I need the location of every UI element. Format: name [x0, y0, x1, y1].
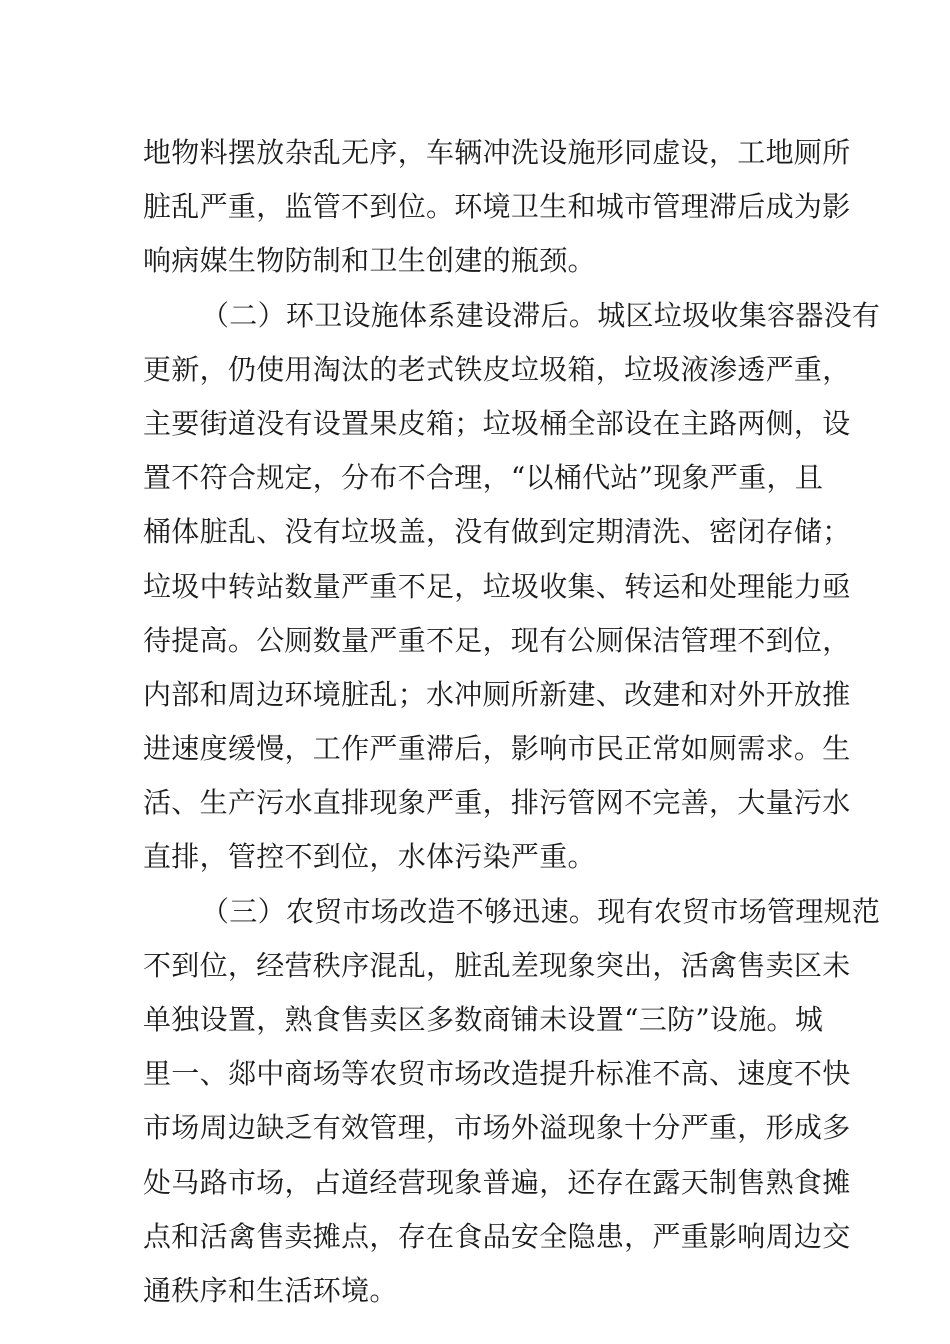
text-line: 进速度缓慢，工作严重滞后，影响市民正常如厕需求。生 [143, 732, 851, 766]
text-line: 不到位，经营秩序混乱，脏乱差现象突出，活禽售卖区未 [143, 948, 851, 982]
text-line: 更新，仍使用淘汰的老式铁皮垃圾箱，垃圾液渗透严重， [143, 352, 851, 386]
text-line: 响病媒生物防制和卫生创建的瓶颈。 [143, 244, 596, 278]
text-line: 里一、郯中商场等农贸市场改造提升标准不高、速度不快 [143, 1057, 851, 1091]
text-line: 内部和周边环境脏乱；水冲厕所新建、改建和对外开放推 [143, 677, 851, 711]
section-heading-line: （三）农贸市场改造不够迅速。现有农贸市场管理规范 [201, 894, 881, 928]
text-line: 直排，管控不到位，水体污染严重。 [143, 840, 596, 874]
text-line: 脏乱严重，监管不到位。环境卫生和城市管理滞后成为影 [143, 190, 851, 224]
text-line: 市场周边缺乏有效管理，市场外溢现象十分严重，形成多 [143, 1111, 851, 1145]
text-line: 桶体脏乱、没有垃圾盖，没有做到定期清洗、密闭存储； [143, 515, 851, 549]
text-line: 点和活禽售卖摊点，存在食品安全隐患，严重影响周边交 [143, 1219, 851, 1253]
text-line: 单独设置，熟食售卖区多数商铺未设置“三防”设施。城 [143, 1003, 824, 1036]
text-line: 待提高。公厕数量严重不足，现有公厕保洁管理不到位， [143, 623, 851, 657]
text-line: 置不符合规定，分布不合理，“以桶代站”现象严重，且 [143, 461, 824, 495]
text-line: 通秩序和生活环境。 [143, 1273, 398, 1307]
text-line: 主要街道没有设置果皮箱；垃圾桶全部设在主路两侧，设 [143, 406, 851, 440]
text-line: 活、生产污水直排现象严重，排污管网不完善，大量污水 [143, 786, 851, 820]
section-heading-line: （二）环卫设施体系建设滞后。城区垃圾收集容器没有 [201, 298, 881, 332]
body-text [143, 126, 881, 1318]
text-line: 处马路市场，占道经营现象普遍，还存在露天制售熟食摊 [143, 1165, 851, 1199]
text-line: 垃圾中转站数量严重不足，垃圾收集、转运和处理能力亟 [143, 569, 851, 603]
text-line: 地物料摆放杂乱无序，车辆冲洗设施形同虚设，工地厕所 [143, 136, 851, 169]
